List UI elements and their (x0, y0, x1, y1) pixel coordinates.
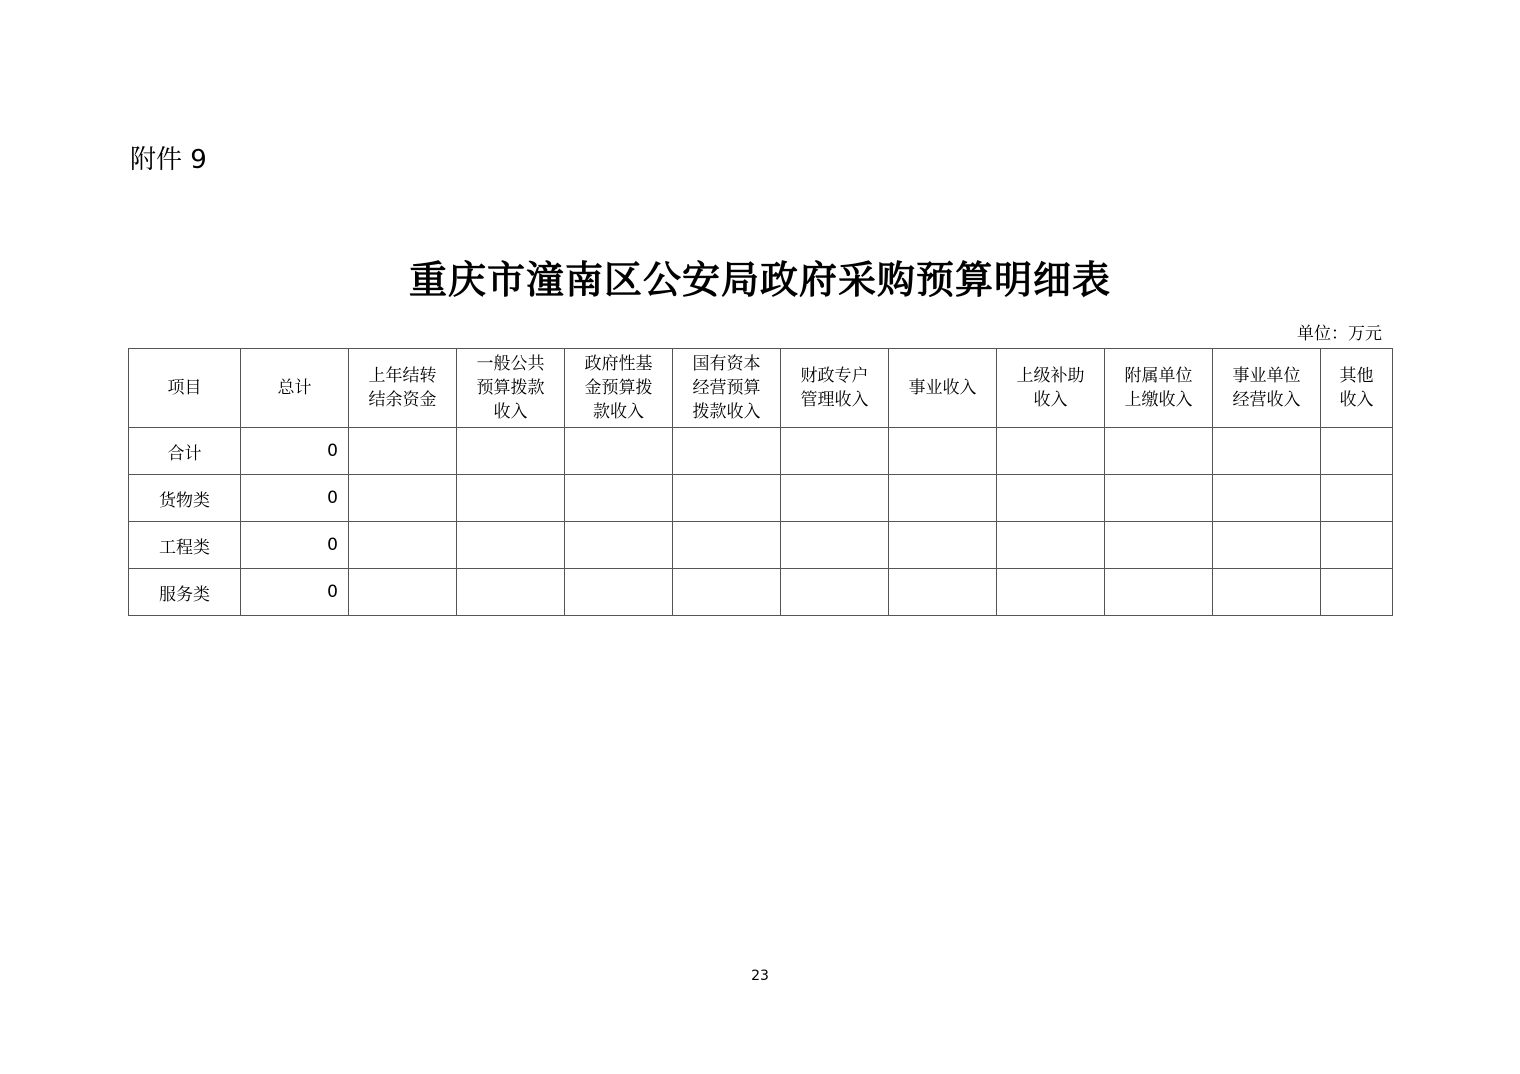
table-cell (1213, 569, 1321, 616)
table-cell (889, 569, 997, 616)
table-cell (1321, 522, 1393, 569)
column-header (457, 349, 565, 428)
budget-table (128, 348, 1393, 616)
table-cell (565, 428, 673, 475)
column-header-line: 附属单位 (1124, 366, 1193, 386)
column-header-line: 管理收入 (800, 390, 869, 410)
column-header-line: 事业单位 (1232, 366, 1301, 386)
column-header-line: 总计 (277, 378, 312, 398)
column-header-line: 一般公共 (476, 354, 545, 374)
table-row (129, 522, 1393, 569)
table-cell (565, 475, 673, 522)
column-header-line: 经营收入 (1232, 390, 1301, 410)
table-cell (457, 475, 565, 522)
table-cell (565, 522, 673, 569)
table-cell (349, 522, 457, 569)
row-total-cell: 0 (241, 569, 349, 616)
column-header-line: 上缴收入 (1124, 390, 1193, 410)
table-cell (1105, 475, 1213, 522)
table-cell (997, 475, 1105, 522)
column-header-line: 上级补助 (1016, 366, 1085, 386)
column-header (781, 349, 889, 428)
row-total-cell: 0 (241, 475, 349, 522)
column-header (1213, 349, 1321, 428)
column-header (241, 349, 349, 428)
table-cell (781, 428, 889, 475)
column-header-line: 事业收入 (908, 378, 977, 398)
column-header-line: 预算拨款 (476, 378, 545, 398)
column-header (889, 349, 997, 428)
column-header-line: 款收入 (593, 402, 644, 422)
table-cell (997, 522, 1105, 569)
table-cell (1105, 569, 1213, 616)
column-header-line: 收入 (493, 402, 528, 422)
table-cell (1321, 475, 1393, 522)
row-item-cell: 货物类 (129, 475, 241, 522)
table-cell (997, 428, 1105, 475)
column-header-line: 财政专户 (800, 366, 869, 386)
column-header-line: 收入 (1033, 390, 1068, 410)
table-cell (673, 428, 781, 475)
table-row (129, 475, 1393, 522)
table-cell (673, 569, 781, 616)
table-cell (889, 475, 997, 522)
column-header-line: 项目 (167, 378, 202, 398)
table-cell (1105, 522, 1213, 569)
row-item-cell: 服务类 (129, 569, 241, 616)
table-cell (1213, 475, 1321, 522)
table-cell (889, 428, 997, 475)
table-cell (1105, 428, 1213, 475)
row-item-cell: 工程类 (129, 522, 241, 569)
column-header-line: 国有资本 (692, 354, 761, 374)
table-cell (1213, 522, 1321, 569)
column-header (349, 349, 457, 428)
column-header (1105, 349, 1213, 428)
table-row (129, 569, 1393, 616)
column-header-line: 金预算拨 (584, 378, 653, 398)
column-header (565, 349, 673, 428)
table-cell (349, 428, 457, 475)
page-title: 重庆市潼南区公安局政府采购预算明细表 (408, 258, 1111, 302)
column-header-line: 收入 (1339, 390, 1374, 410)
table-cell (457, 428, 565, 475)
column-header-line: 政府性基 (584, 354, 653, 374)
table-cell (1321, 569, 1393, 616)
table-cell (997, 569, 1105, 616)
column-header-line: 上年结转 (368, 366, 437, 386)
column-header (997, 349, 1105, 428)
table-cell (1213, 428, 1321, 475)
row-item-cell: 合计 (129, 428, 241, 475)
page-number: 23 (751, 968, 769, 984)
column-header-line: 拨款收入 (692, 402, 761, 422)
table-cell (781, 522, 889, 569)
column-header-line: 经营预算 (692, 378, 761, 398)
table-cell (457, 522, 565, 569)
table-cell (781, 569, 889, 616)
table-cell (457, 569, 565, 616)
table-cell (349, 475, 457, 522)
row-total-cell: 0 (241, 428, 349, 475)
column-header (1321, 349, 1393, 428)
column-header (129, 349, 241, 428)
table-header-row (129, 349, 1393, 428)
table-cell (1321, 428, 1393, 475)
table-cell (889, 522, 997, 569)
column-header (673, 349, 781, 428)
unit-label: 单位：万元 (1297, 324, 1382, 344)
table-cell (673, 475, 781, 522)
table-cell (781, 475, 889, 522)
row-total-cell: 0 (241, 522, 349, 569)
table-cell (349, 569, 457, 616)
column-header-line: 结余资金 (368, 390, 437, 410)
table-cell (673, 522, 781, 569)
table-cell (565, 569, 673, 616)
attachment-label: 附件 9 (130, 145, 207, 175)
table-body (129, 428, 1393, 616)
table-row (129, 428, 1393, 475)
column-header-line: 其他 (1339, 366, 1374, 386)
